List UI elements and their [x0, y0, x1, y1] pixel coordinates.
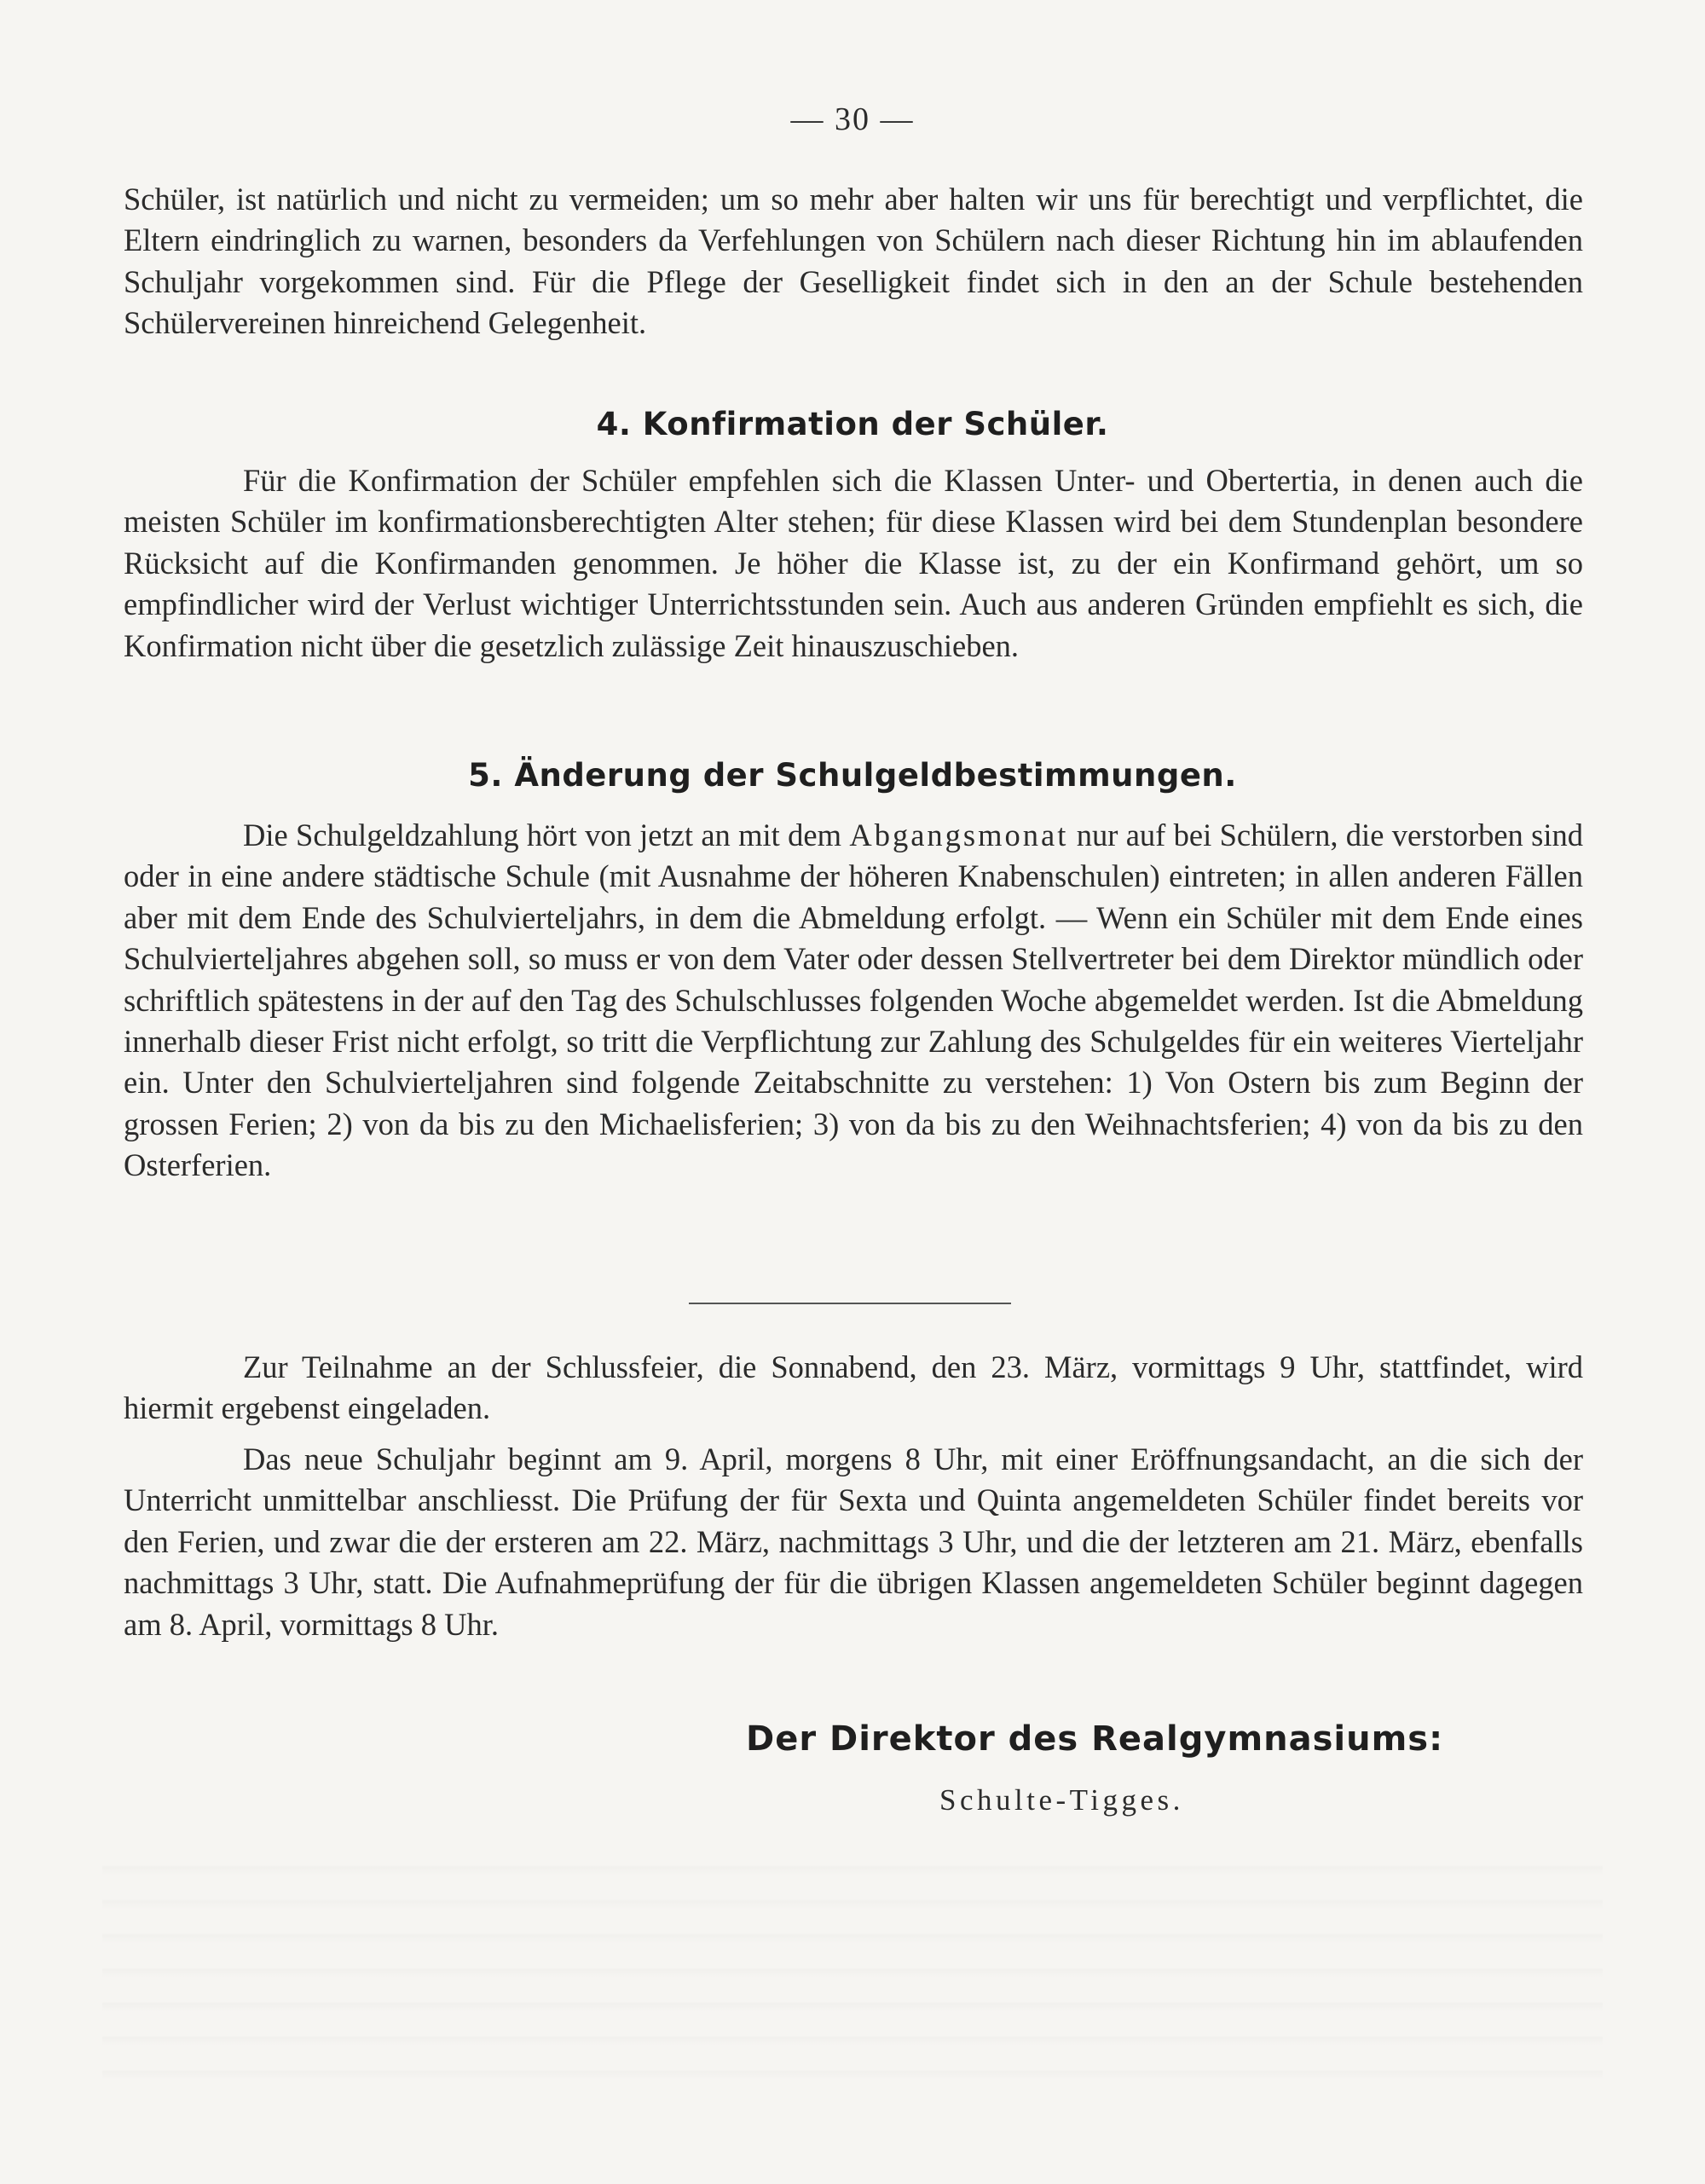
- page-number: — 30 —: [790, 101, 915, 137]
- section-5-paragraph: [124, 815, 1583, 1187]
- school-year-paragraph: [124, 1439, 1583, 1645]
- section-4-paragraph: [124, 460, 1583, 667]
- section-5-text: [124, 815, 1583, 1187]
- separator-rule: [689, 1303, 1011, 1304]
- section-5-heading: 5. Änderung der Schulgeldbestimmungen.: [468, 757, 1237, 794]
- section-5-text-end: nur auf bei Schülern, die verstorben sind oder in eine andere städtische Schule (mit Ausnahme der höheren Knabenschulen) eintreten; in allen anderen Fällen aber mit dem Ende des Schulvierteljahrs, in dem die Abmeldung erfolgt. — Wenn ein Schüler mit dem Ende eines Schulvierteljahres abgehen soll, so muss er von dem Vater oder dessen Stellvertreter bei dem Direktor mündlich oder schriftlich spätestens in der auf den Tag des Schulschlusses folgenden Woche abgemeldet werden. Ist die Abmeldung innerhalb dieser Frist nicht erfolgt, so tritt die Verpflichtung zur Zahlung des Schulgeldes für ein weiteres Vierteljahr ein. Unter den Schulvierteljahren sind folgende Zeitabschnitte zu verstehen: 1) Von Ostern bis zum Beginn der grossen Ferien; 2) von da bis zu den Michaelisferien; 3) von da bis zu den Weihnachtsferien; 4) von da bis zu den Osterferien.: [124, 818, 1583, 1183]
- signature-title: Der Direktor des Realgymnasiums:: [746, 1719, 1444, 1759]
- intro-paragraph: [124, 179, 1583, 344]
- invitation-paragraph: [124, 1347, 1583, 1430]
- section-5-text-start: Die Schulgeldzahlung hört von jetzt an mit dem: [243, 818, 850, 852]
- section-5-emphasis: Abgangsmonat: [849, 818, 1069, 852]
- section-4-heading: 4. Konfirmation der Schüler.: [596, 406, 1109, 442]
- intro-text: Schüler, ist natürlich und nicht zu vermeiden; um so mehr aber halten wir uns für berechtigt und verpflichtet, die Eltern eindringlich zu warnen, besonders da Verfehlungen von Schülern nach dieser Richtung hin im ablaufenden Schuljahr vorgekommen sind. Für die Pflege der Geselligkeit findet sich in den an der Schule bestehenden Schülervereinen hinreichend Gelegenheit.: [124, 182, 1583, 341]
- signature-name: Schulte-Tigges.: [939, 1783, 1184, 1817]
- paper-bleed-through: [102, 1841, 1603, 2097]
- school-year-text: Das neue Schuljahr beginnt am 9. April, morgens 8 Uhr, mit einer Eröffnungsandacht, an die sich der Unterricht unmittelbar anschliesst. Die Prüfung der für Sexta und Quinta angemeldeten Schüler findet bereits vor den Ferien, und zwar die der ersteren am 22. März, nachmittags 3 Uhr, und die der letzteren am 21. März, ebenfalls nachmittags 3 Uhr, statt. Die Aufnahmeprüfung der für die übrigen Klassen angemeldeten Schüler beginnt dagegen am 8. April, vormittags 8 Uhr.: [124, 1442, 1583, 1642]
- invitation-text: Zur Teilnahme an der Schlussfeier, die Sonnabend, den 23. März, vormittags 9 Uhr, stattfindet, wird hiermit ergebenst eingeladen.: [124, 1349, 1583, 1426]
- section-4-text: Für die Konfirmation der Schüler empfehlen sich die Klassen Unter- und Obertertia, in denen auch die meisten Schüler im konfirmationsberechtigten Alter stehen; für diese Klassen wird bei dem Stundenplan besondere Rücksicht auf die Konfirmanden genommen. Je höher die Klasse ist, zu der ein Konfirmand gehört, um so empfindlicher wird der Verlust wichtiger Unterrichtsstunden sein. Auch aus anderen Gründen empfiehlt es sich, die Konfirmation nicht über die gesetzlich zulässige Zeit hinauszuschieben.: [124, 463, 1583, 663]
